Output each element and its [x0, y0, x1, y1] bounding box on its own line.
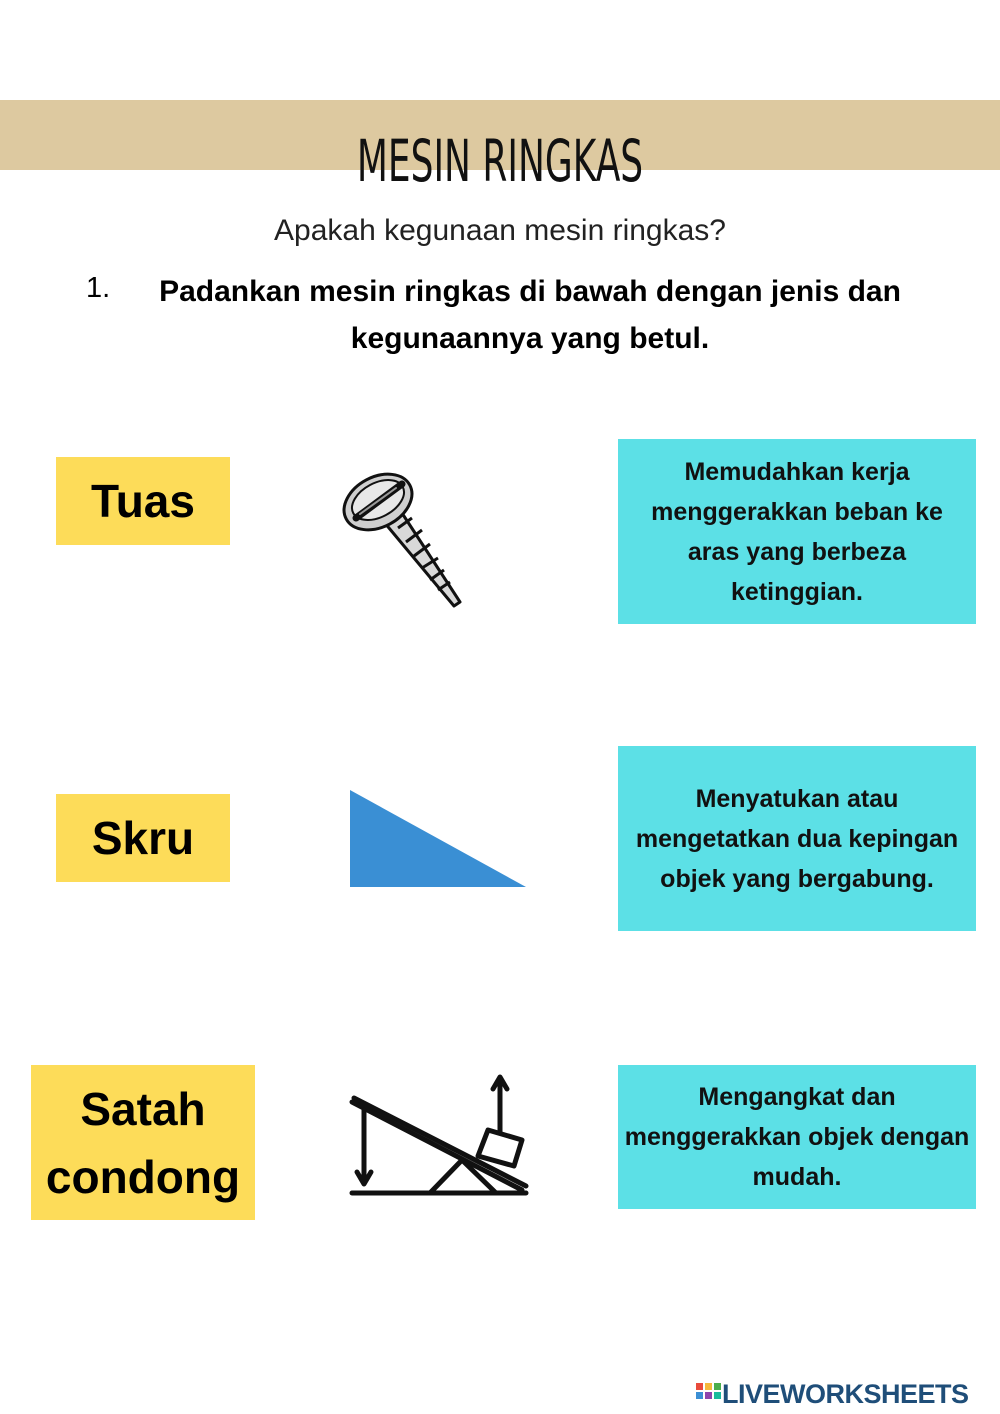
desc-2[interactable]: Menyatukan atau mengetatkan dua kepingan objek yang bergabung. — [618, 746, 976, 931]
page-title: MESIN RINGKAS — [356, 127, 644, 195]
desc-1[interactable]: Memudahkan kerja menggerakkan beban ke aras yang berbeza ketinggian. — [618, 439, 976, 624]
screw-icon — [336, 470, 466, 610]
label-skru[interactable]: Skru — [56, 794, 230, 882]
brand-text: LIVEWORKSHEETS — [722, 1378, 969, 1409]
wedge-triangle-icon — [350, 790, 528, 888]
desc-3[interactable]: Mengangkat dan menggerakkan objek dengan mudah. — [618, 1065, 976, 1209]
label-satah-condong[interactable]: Satah condong — [31, 1065, 255, 1220]
liveworksheets-logo — [696, 1377, 969, 1411]
instruction-number: 1. — [86, 272, 111, 304]
lever-icon — [346, 1072, 532, 1202]
instruction-text: Padankan mesin ringkas di bawah dengan jenis dan kegunaannya yang betul. — [159, 275, 901, 355]
liveworksheets-icon — [696, 1381, 722, 1407]
page-subtitle: Apakah kegunaan mesin ringkas? — [274, 214, 726, 247]
label-tuas[interactable]: Tuas — [56, 457, 230, 545]
